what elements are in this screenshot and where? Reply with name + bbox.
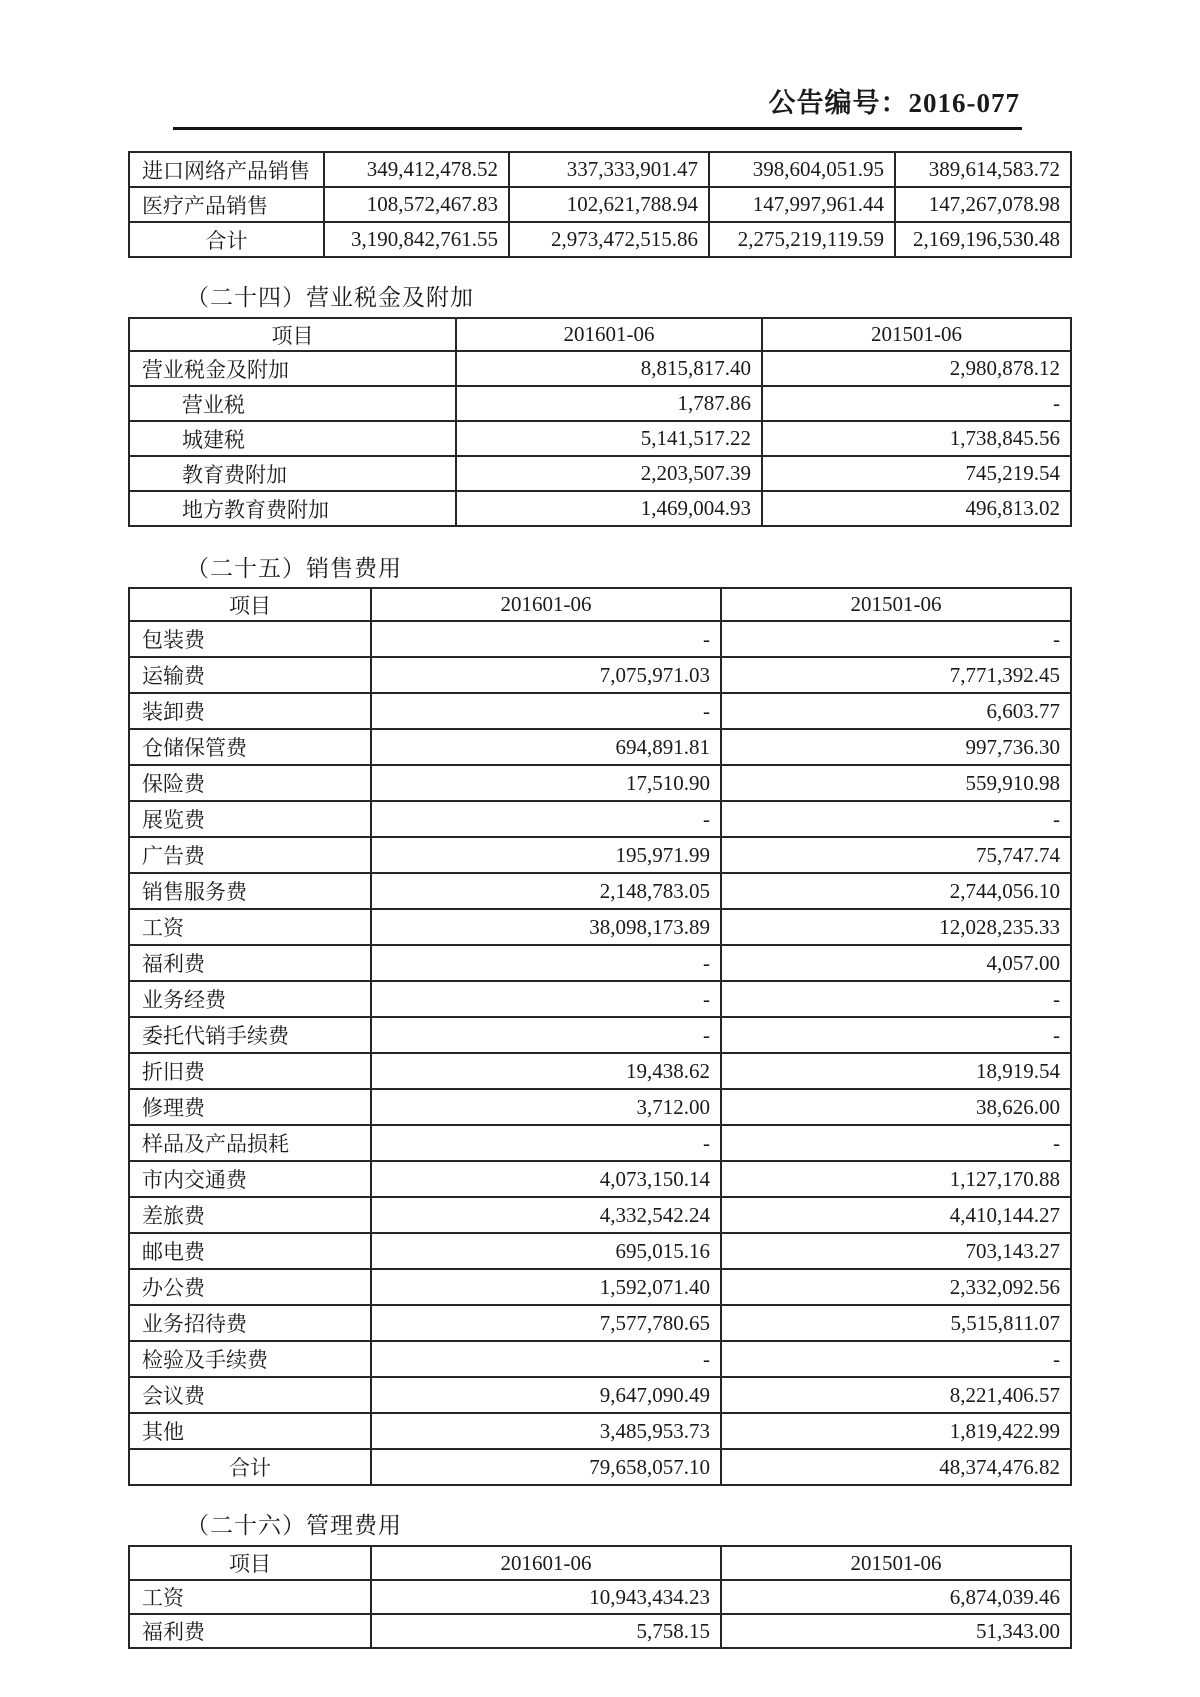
cell-value: 38,626.00 xyxy=(721,1089,1071,1125)
cell-value: - xyxy=(721,1341,1071,1377)
table-row xyxy=(129,1269,1071,1305)
row-label: 会议费 xyxy=(129,1377,371,1413)
row-label: 仓储保管费 xyxy=(129,729,371,765)
cell-value: 8,815,817.40 xyxy=(456,351,762,386)
row-label: 营业税金及附加 xyxy=(129,351,456,386)
column-header-item: 项目 xyxy=(129,1546,371,1580)
cell-value: - xyxy=(371,801,721,837)
cell-value: 1,592,071.40 xyxy=(371,1269,721,1305)
cell-value: 75,747.74 xyxy=(721,837,1071,873)
cell-value: 398,604,051.95 xyxy=(709,152,895,187)
table-row xyxy=(129,187,1071,222)
column-header-2015: 201501-06 xyxy=(721,1546,1071,1580)
cell-value: 5,141,517.22 xyxy=(456,421,762,456)
row-label: 业务经费 xyxy=(129,981,371,1017)
table-row xyxy=(129,1089,1071,1125)
cell-value: 1,127,170.88 xyxy=(721,1161,1071,1197)
cell-value: 6,874,039.46 xyxy=(721,1580,1071,1614)
cell-value: 2,203,507.39 xyxy=(456,456,762,491)
table-row xyxy=(129,801,1071,837)
cell-value: - xyxy=(721,621,1071,657)
table-row xyxy=(129,981,1071,1017)
cell-value: 695,015.16 xyxy=(371,1233,721,1269)
cell-value: 7,577,780.65 xyxy=(371,1305,721,1341)
column-header-item: 项目 xyxy=(129,318,456,351)
admin-expenses-table xyxy=(128,1545,1072,1649)
cell-value: 195,971.99 xyxy=(371,837,721,873)
row-label: 合计 xyxy=(129,1449,371,1485)
table-row xyxy=(129,386,1071,421)
table-row xyxy=(129,456,1071,491)
cell-value: 79,658,057.10 xyxy=(371,1449,721,1485)
cell-value: 1,787.86 xyxy=(456,386,762,421)
cell-value: - xyxy=(371,693,721,729)
cell-value: 496,813.02 xyxy=(762,491,1071,526)
cell-value: 38,098,173.89 xyxy=(371,909,721,945)
cell-value: 147,997,961.44 xyxy=(709,187,895,222)
row-label: 福利费 xyxy=(129,1614,371,1648)
table-row xyxy=(129,1125,1071,1161)
cell-value: 2,980,878.12 xyxy=(762,351,1071,386)
table-header-row xyxy=(129,1546,1071,1580)
row-label: 修理费 xyxy=(129,1089,371,1125)
table-row xyxy=(129,351,1071,386)
cell-value: 997,736.30 xyxy=(721,729,1071,765)
row-label: 邮电费 xyxy=(129,1233,371,1269)
table-row xyxy=(129,1197,1071,1233)
cell-value: 12,028,235.33 xyxy=(721,909,1071,945)
cell-value: 18,919.54 xyxy=(721,1053,1071,1089)
cell-value: 6,603.77 xyxy=(721,693,1071,729)
row-label: 装卸费 xyxy=(129,693,371,729)
cell-value: 3,712.00 xyxy=(371,1089,721,1125)
cell-value: 2,275,219,119.59 xyxy=(709,222,895,257)
cell-value: 5,515,811.07 xyxy=(721,1305,1071,1341)
cell-value: 2,744,056.10 xyxy=(721,873,1071,909)
cell-value: - xyxy=(762,386,1071,421)
cell-value: 337,333,901.47 xyxy=(509,152,709,187)
cell-value: 349,412,478.52 xyxy=(324,152,509,187)
row-label: 展览费 xyxy=(129,801,371,837)
cell-value: - xyxy=(371,621,721,657)
cell-value: 559,910.98 xyxy=(721,765,1071,801)
row-label: 包装费 xyxy=(129,621,371,657)
cell-value: 7,075,971.03 xyxy=(371,657,721,693)
cell-value: 19,438.62 xyxy=(371,1053,721,1089)
row-label: 样品及产品损耗 xyxy=(129,1125,371,1161)
cell-value: 4,073,150.14 xyxy=(371,1161,721,1197)
table-row xyxy=(129,1053,1071,1089)
row-label: 差旅费 xyxy=(129,1197,371,1233)
row-label: 业务招待费 xyxy=(129,1305,371,1341)
cell-value: - xyxy=(371,1341,721,1377)
row-label: 广告费 xyxy=(129,837,371,873)
table-header-row xyxy=(129,318,1071,351)
table-row xyxy=(129,152,1071,187)
cell-value: 4,332,542.24 xyxy=(371,1197,721,1233)
cell-value: - xyxy=(371,1017,721,1053)
cell-value: 2,169,196,530.48 xyxy=(895,222,1071,257)
table-row xyxy=(129,909,1071,945)
row-label: 工资 xyxy=(129,1580,371,1614)
row-label: 医疗产品销售 xyxy=(129,187,324,222)
table-row xyxy=(129,1161,1071,1197)
row-label: 委托代销手续费 xyxy=(129,1017,371,1053)
column-header-2016: 201601-06 xyxy=(371,588,721,621)
section-24-title: （二十四）营业税金及附加 xyxy=(186,285,474,310)
column-header-2015: 201501-06 xyxy=(762,318,1071,351)
table-row xyxy=(129,1580,1071,1614)
cell-value: 102,621,788.94 xyxy=(509,187,709,222)
table-row xyxy=(129,837,1071,873)
column-header-2015: 201501-06 xyxy=(721,588,1071,621)
column-header-2016: 201601-06 xyxy=(456,318,762,351)
table-row xyxy=(129,657,1071,693)
cell-value: 389,614,583.72 xyxy=(895,152,1071,187)
cell-value: 5,758.15 xyxy=(371,1614,721,1648)
row-label: 营业税 xyxy=(129,386,456,421)
row-label: 办公费 xyxy=(129,1269,371,1305)
cell-value: 745,219.54 xyxy=(762,456,1071,491)
cell-value: - xyxy=(721,1017,1071,1053)
row-label: 地方教育费附加 xyxy=(129,491,456,526)
cell-value: 1,819,422.99 xyxy=(721,1413,1071,1449)
notice-number: 公告编号：2016-077 xyxy=(768,88,1020,118)
row-label: 销售服务费 xyxy=(129,873,371,909)
table-header-row xyxy=(129,588,1071,621)
table-row xyxy=(129,421,1071,456)
cell-value: - xyxy=(721,801,1071,837)
cell-value: 2,148,783.05 xyxy=(371,873,721,909)
cell-value: - xyxy=(721,981,1071,1017)
row-label: 折旧费 xyxy=(129,1053,371,1089)
table-row xyxy=(129,693,1071,729)
cell-value: 4,410,144.27 xyxy=(721,1197,1071,1233)
cell-value: - xyxy=(371,945,721,981)
table-row xyxy=(129,1341,1071,1377)
table-row xyxy=(129,1413,1071,1449)
table-row xyxy=(129,1233,1071,1269)
table-row xyxy=(129,1017,1071,1053)
section-26-title: （二十六）管理费用 xyxy=(186,1513,402,1538)
row-label: 福利费 xyxy=(129,945,371,981)
cell-value: 3,190,842,761.55 xyxy=(324,222,509,257)
table-row xyxy=(129,729,1071,765)
cell-value: 108,572,467.83 xyxy=(324,187,509,222)
table-row xyxy=(129,873,1071,909)
column-header-2016: 201601-06 xyxy=(371,1546,721,1580)
cell-value: 48,374,476.82 xyxy=(721,1449,1071,1485)
cell-value: - xyxy=(371,981,721,1017)
row-label: 城建税 xyxy=(129,421,456,456)
row-label: 工资 xyxy=(129,909,371,945)
cell-value: 9,647,090.49 xyxy=(371,1377,721,1413)
revenue-continuation-table xyxy=(128,151,1072,258)
cell-value: 703,143.27 xyxy=(721,1233,1071,1269)
row-label: 教育费附加 xyxy=(129,456,456,491)
row-label: 市内交通费 xyxy=(129,1161,371,1197)
table-row xyxy=(129,945,1071,981)
cell-value: 51,343.00 xyxy=(721,1614,1071,1648)
cell-value: - xyxy=(721,1125,1071,1161)
cell-value: - xyxy=(371,1125,721,1161)
table-row xyxy=(129,491,1071,526)
row-label: 保险费 xyxy=(129,765,371,801)
cell-value: 7,771,392.45 xyxy=(721,657,1071,693)
cell-value: 2,332,092.56 xyxy=(721,1269,1071,1305)
business-tax-table xyxy=(128,317,1072,527)
section-25-title: （二十五）销售费用 xyxy=(186,556,402,581)
row-label: 检验及手续费 xyxy=(129,1341,371,1377)
table-row xyxy=(129,222,1071,257)
header-divider xyxy=(173,127,1022,130)
selling-expenses-table xyxy=(128,587,1072,1486)
cell-value: 694,891.81 xyxy=(371,729,721,765)
table-row xyxy=(129,1614,1071,1648)
cell-value: 10,943,434.23 xyxy=(371,1580,721,1614)
cell-value: 2,973,472,515.86 xyxy=(509,222,709,257)
row-label: 进口网络产品销售 xyxy=(129,152,324,187)
cell-value: 4,057.00 xyxy=(721,945,1071,981)
table-row xyxy=(129,621,1071,657)
cell-value: 1,469,004.93 xyxy=(456,491,762,526)
table-row xyxy=(129,1305,1071,1341)
row-label: 其他 xyxy=(129,1413,371,1449)
cell-value: 17,510.90 xyxy=(371,765,721,801)
row-label: 合计 xyxy=(129,222,324,257)
row-label: 运输费 xyxy=(129,657,371,693)
cell-value: 3,485,953.73 xyxy=(371,1413,721,1449)
table-row xyxy=(129,1449,1071,1485)
cell-value: 1,738,845.56 xyxy=(762,421,1071,456)
table-row xyxy=(129,1377,1071,1413)
column-header-item: 项目 xyxy=(129,588,371,621)
table-row xyxy=(129,765,1071,801)
cell-value: 147,267,078.98 xyxy=(895,187,1071,222)
cell-value: 8,221,406.57 xyxy=(721,1377,1071,1413)
